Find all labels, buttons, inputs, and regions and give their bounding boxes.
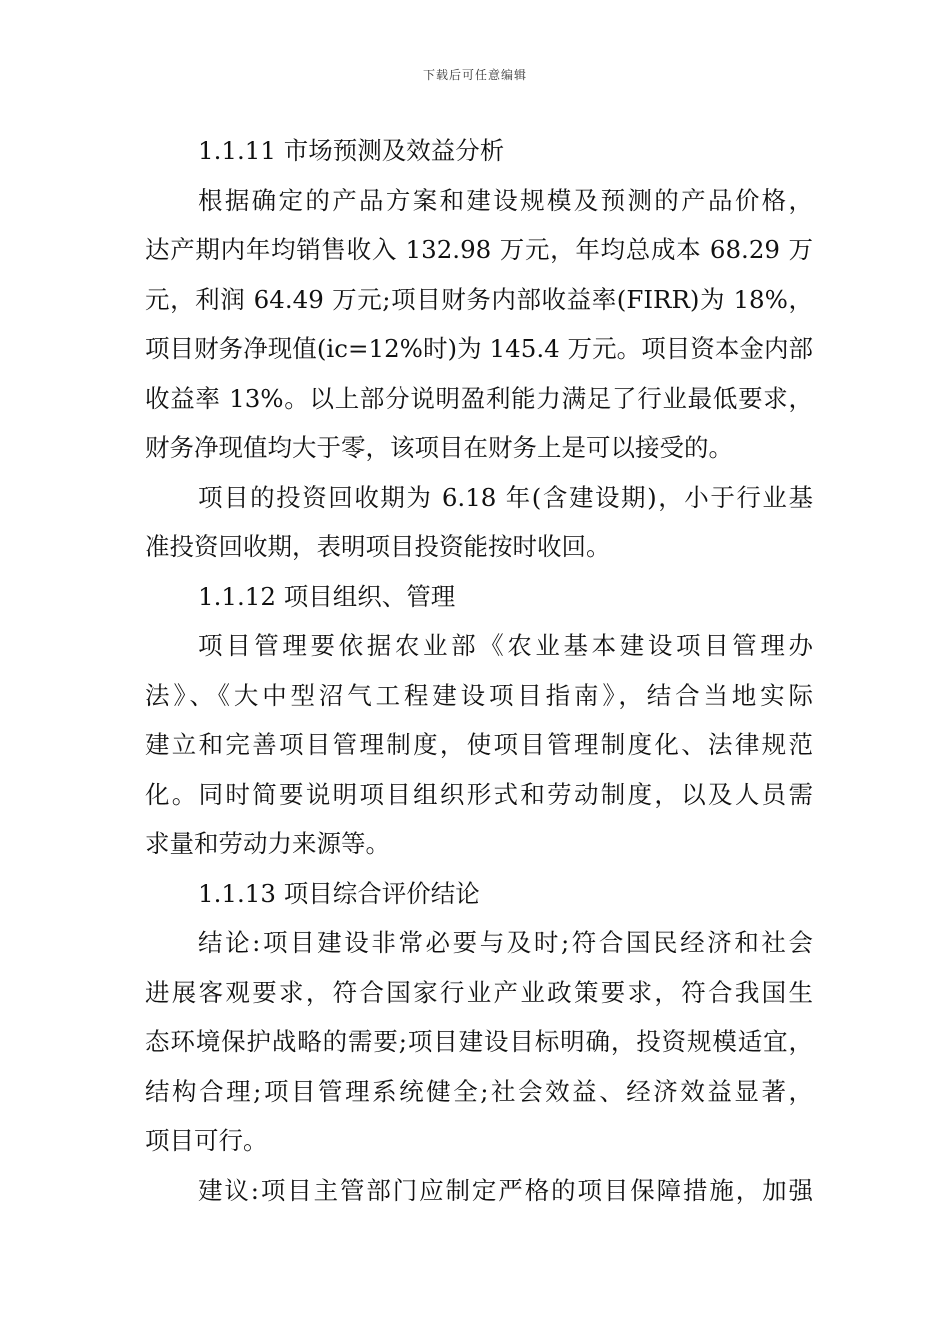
paragraph-line: 项目财务净现值(ic=12%时)为 145.4 万元。项目资本金内部 <box>145 334 813 363</box>
page-header: 下载后可任意编辑 <box>422 68 527 82</box>
paragraph-line: 根据确定的产品方案和建设规模及预测的产品价格， <box>198 185 813 215</box>
paragraph-line: 化。同时简要说明项目组织形式和劳动制度，以及人员需 <box>145 779 813 809</box>
paragraph-line: 准投资回收期，表明项目投资能按时收回。 <box>145 532 611 561</box>
paragraph-line: 建议:项目主管部门应制定严格的项目保障措施，加强 <box>198 1175 813 1205</box>
paragraph-line: 进展客观要求，符合国家行业产业政策要求，符合我国生 <box>145 977 813 1007</box>
paragraph-line: 态环境保护战略的需要;项目建设目标明确，投资规模适宜， <box>145 1027 813 1056</box>
document-body <box>145 126 813 1215</box>
paragraph-line: 项目管理要依据农业部《农业基本建设项目管理办 <box>198 631 813 660</box>
paragraph-line: 项目可行。 <box>145 1126 268 1155</box>
section-heading: 1.1.12 项目组织、管理 <box>198 581 456 611</box>
paragraph-line: 财务净现值均大于零，该项目在财务上是可以接受的。 <box>145 433 733 462</box>
paragraph-line: 结论:项目建设非常必要与及时;符合国民经济和社会 <box>198 928 813 957</box>
section-heading: 1.1.11 市场预测及效益分析 <box>198 136 505 165</box>
paragraph-line: 求量和劳动力来源等。 <box>145 829 390 858</box>
paragraph-line: 达产期内年均销售收入 132.98 万元，年均总成本 68.29 万 <box>145 235 813 264</box>
section-heading: 1.1.13 项目综合评价结论 <box>198 878 480 908</box>
paragraph-line: 法》、《大中型沼气工程建设项目指南》，结合当地实际 <box>145 680 813 710</box>
paragraph-line: 项目的投资回收期为 6.18 年(含建设期)，小于行业基 <box>198 482 813 512</box>
paragraph-line: 收益率 13%。以上部分说明盈利能力满足了行业最低要求， <box>145 383 813 413</box>
paragraph-line: 元，利润 64.49 万元;项目财务内部收益率(FIRR)为 18%， <box>145 284 813 314</box>
paragraph-line: 建立和完善项目管理制度，使项目管理制度化、法律规范 <box>145 730 813 759</box>
paragraph-line: 结构合理;项目管理系统健全;社会效益、经济效益显著， <box>145 1076 813 1106</box>
